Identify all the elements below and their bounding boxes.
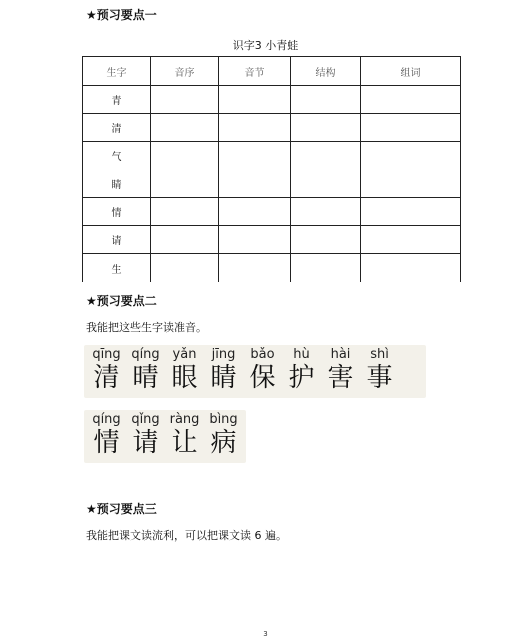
header-cell: 音序 xyxy=(151,57,219,86)
table-cell xyxy=(361,114,461,142)
point-two-text: 我能把这些生字读准音。 xyxy=(86,321,207,334)
table-cell xyxy=(151,142,219,198)
pinyin-char xyxy=(324,347,357,394)
pinyin: qíng xyxy=(92,412,121,427)
pinyin: hù xyxy=(293,347,310,362)
pinyin-char xyxy=(207,347,240,394)
table-cell xyxy=(291,114,361,142)
pinyin: qíng xyxy=(131,347,160,362)
hanzi: 病 xyxy=(210,428,237,458)
pinyin: shì xyxy=(370,347,389,362)
pinyin-char xyxy=(207,412,240,459)
hanzi: 清 xyxy=(93,363,120,393)
pinyin-char xyxy=(90,347,123,394)
table-cell xyxy=(151,254,219,282)
hanzi: 害 xyxy=(327,363,354,393)
table-cell xyxy=(219,142,291,198)
header-cell: 组词 xyxy=(361,57,461,86)
table-char-cell: 青 xyxy=(83,86,151,114)
table-char-cell: 情 xyxy=(83,198,151,226)
pinyin-char xyxy=(363,347,396,394)
pinyin: jīng xyxy=(211,347,236,362)
table-cell xyxy=(291,226,361,254)
pinyin-char xyxy=(246,347,279,394)
table-row xyxy=(83,142,461,198)
table-cell xyxy=(151,226,219,254)
table-cell xyxy=(361,198,461,226)
pinyin: bǎo xyxy=(250,347,275,362)
pinyin: hài xyxy=(330,347,351,362)
header-cell: 生字 xyxy=(83,57,151,86)
pinyin: qǐng xyxy=(131,412,160,427)
table-cell xyxy=(361,254,461,282)
table-cell xyxy=(291,254,361,282)
hanzi: 请 xyxy=(132,428,159,458)
hanzi: 保 xyxy=(249,363,276,393)
section-heading-two: ★预习要点二 xyxy=(86,294,157,308)
section-heading-one: ★预习要点一 xyxy=(86,8,157,22)
table-cell xyxy=(219,86,291,114)
pinyin: ràng xyxy=(169,412,200,427)
table-row xyxy=(83,86,461,114)
document-title: 识字3 小青蛙 xyxy=(232,39,299,52)
hanzi: 护 xyxy=(288,363,315,393)
page-number: 3 xyxy=(263,630,268,638)
pinyin: qīng xyxy=(92,347,121,362)
table-char-cell xyxy=(83,142,151,198)
hanzi: 晴 xyxy=(132,363,159,393)
hanzi: 事 xyxy=(366,363,393,393)
table-cell xyxy=(219,254,291,282)
pinyin-char xyxy=(168,347,201,394)
table-cell xyxy=(291,198,361,226)
hanzi: 睛 xyxy=(210,363,237,393)
hanzi: 情 xyxy=(93,428,120,458)
table-char-cell: 请 xyxy=(83,226,151,254)
pinyin-char xyxy=(285,347,318,394)
pinyin-row-2 xyxy=(84,410,246,463)
header-cell: 结构 xyxy=(291,57,361,86)
pinyin-row-1 xyxy=(84,345,426,398)
table-cell xyxy=(151,114,219,142)
table-cell xyxy=(361,86,461,114)
pinyin-char xyxy=(168,412,201,459)
table-cell xyxy=(361,142,461,198)
table-row xyxy=(83,198,461,226)
character-table xyxy=(82,56,461,282)
table-cell xyxy=(361,226,461,254)
table-cell xyxy=(219,198,291,226)
header-cell: 音节 xyxy=(219,57,291,86)
table-cell xyxy=(151,198,219,226)
pinyin-char xyxy=(129,412,162,459)
table-char-cell: 清 xyxy=(83,114,151,142)
hanzi: 眼 xyxy=(171,363,198,393)
pinyin: yǎn xyxy=(172,347,197,362)
pinyin: bìng xyxy=(209,412,238,427)
table-header-row xyxy=(83,57,461,86)
table-cell xyxy=(291,142,361,198)
point-three-text: 我能把课文读流利，可以把课文读 6 遍。 xyxy=(86,529,287,542)
table-char-cell: 生 xyxy=(83,254,151,282)
table-cell xyxy=(151,86,219,114)
table-row xyxy=(83,226,461,254)
section-heading-three: ★预习要点三 xyxy=(86,502,157,516)
pinyin-char xyxy=(129,347,162,394)
table-cell xyxy=(219,114,291,142)
table-cell xyxy=(291,86,361,114)
hanzi: 让 xyxy=(171,428,198,458)
table-char: 气 xyxy=(111,152,122,164)
pinyin-char xyxy=(90,412,123,459)
table-row xyxy=(83,254,461,282)
table-row xyxy=(83,114,461,142)
table-cell xyxy=(219,226,291,254)
table-char: 睛 xyxy=(111,179,122,191)
